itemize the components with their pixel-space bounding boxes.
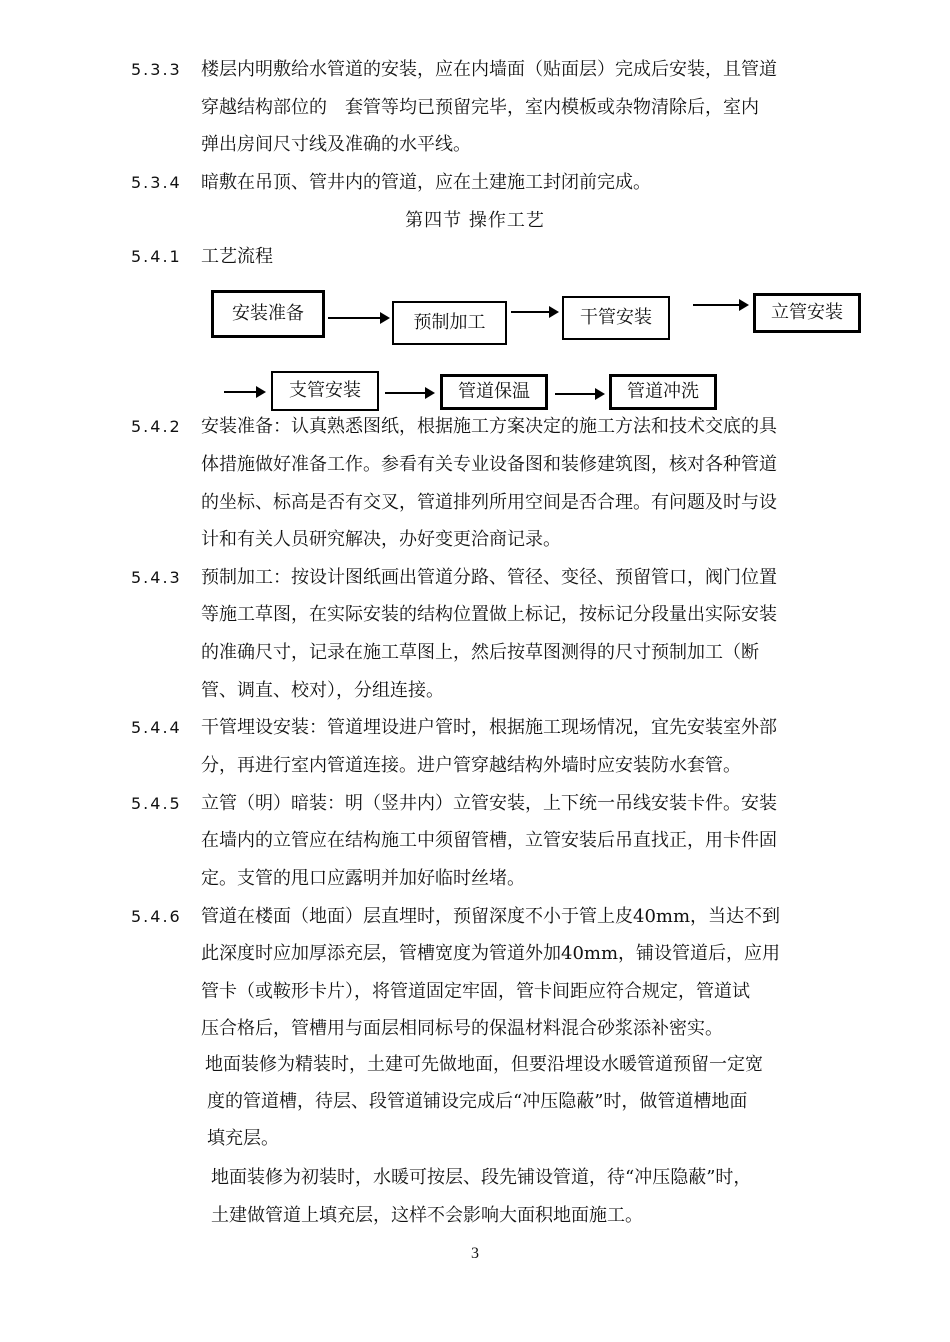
paragraph-line: 地面装修为精装时，土建可先做地面，但要沿埋设水暖管道预留一定宽 bbox=[205, 1054, 763, 1075]
paragraph-line: 地面装修为初装时，水暖可按层、段先铺设管道，待“冲压隐蔽”时， bbox=[211, 1167, 752, 1188]
paragraph-line: 度的管道槽，待层、段管道铺设完成后“冲压隐蔽”时，做管道槽地面 bbox=[207, 1091, 748, 1112]
flow-step-riser: 立管安装 bbox=[753, 293, 861, 333]
flow-step-main-pipe: 干管安装 bbox=[562, 296, 670, 340]
clause-number: 5.4.4 bbox=[131, 718, 182, 737]
clause-text-line: 楼层内明敷给水管道的安装，应在内墙面（贴面层）完成后安装，且管道 bbox=[201, 59, 777, 80]
clause-number: 5.4.6 bbox=[131, 907, 182, 926]
clause-number: 5.4.2 bbox=[131, 417, 182, 436]
flow-arrow bbox=[328, 317, 388, 319]
clause-text-line: 穿越结构部位的 套管等均已预留完毕，室内模板或杂物清除后，室内 bbox=[201, 97, 759, 118]
clause-number: 5.4.1 bbox=[131, 247, 182, 266]
page-number: 3 bbox=[471, 1245, 479, 1262]
flow-arrow bbox=[385, 392, 433, 394]
clause-text-line: 的坐标、标高是否有交叉，管道排列所用空间是否合理。有问题及时与设 bbox=[201, 492, 777, 513]
section-title: 第四节 操作工艺 bbox=[405, 210, 545, 231]
clause-text-line: 计和有关人员研究解决，办好变更洽商记录。 bbox=[201, 529, 561, 550]
flow-step-insulation: 管道保温 bbox=[440, 374, 548, 410]
clause-text-line: 压合格后，管槽用与面层相同标号的保温材料混合砂浆添补密实。 bbox=[201, 1018, 723, 1039]
flow-arrow bbox=[224, 391, 264, 393]
clause-text-line: 等施工草图，在实际安装的结构位置做上标记，按标记分段量出实际安装 bbox=[201, 604, 777, 625]
clause-number: 5.4.3 bbox=[131, 568, 182, 587]
flow-arrow bbox=[555, 393, 603, 395]
paragraph-line: 填充层。 bbox=[207, 1128, 279, 1149]
flow-step-preparation: 安装准备 bbox=[211, 290, 325, 338]
flow-step-branch-pipe: 支管安装 bbox=[271, 371, 379, 411]
clause-text-line: 分，再进行室内管道连接。进户管穿越结构外墙时应安装防水套管。 bbox=[201, 755, 741, 776]
clause-title: 工艺流程 bbox=[201, 246, 273, 267]
flow-arrow bbox=[693, 304, 747, 306]
clause-text-line: 管卡（或鞍形卡片），将管道固定牢固，管卡间距应符合规定，管道试 bbox=[201, 981, 750, 1002]
clause-text-line: 管道在楼面（地面）层直埋时，预留深度不小于管上皮40mm，当达不到 bbox=[201, 906, 781, 927]
flow-step-prefabrication: 预制加工 bbox=[392, 301, 507, 345]
clause-text-line: 在墙内的立管应在结构施工中须留管槽，立管安装后吊直找正，用卡件固 bbox=[201, 830, 777, 851]
clause-number: 5.4.5 bbox=[131, 794, 182, 813]
clause-text-line: 的准确尺寸，记录在施工草图上，然后按草图测得的尺寸预制加工（断 bbox=[201, 642, 759, 663]
clause-text-line: 体措施做好准备工作。参看有关专业设备图和装修建筑图，核对各种管道 bbox=[201, 454, 777, 475]
clause-text-line: 管、调直、校对），分组连接。 bbox=[201, 680, 444, 701]
flow-step-flushing: 管道冲洗 bbox=[609, 374, 717, 410]
clause-text-line: 预制加工：按设计图纸画出管道分路、管径、变径、预留管口，阀门位置 bbox=[201, 567, 777, 588]
flow-arrow bbox=[511, 311, 557, 313]
clause-text-line: 干管埋设安装：管道埋设进户管时，根据施工现场情况，宜先安装室外部 bbox=[201, 717, 777, 738]
clause-number: 5.3.3 bbox=[131, 60, 182, 79]
clause-text-line: 安装准备：认真熟悉图纸，根据施工方案决定的施工方法和技术交底的具 bbox=[201, 416, 777, 437]
clause-text-line: 暗敷在吊顶、管井内的管道，应在土建施工封闭前完成。 bbox=[201, 172, 651, 193]
clause-text-line: 弹出房间尺寸线及准确的水平线。 bbox=[201, 134, 471, 155]
clause-number: 5.3.4 bbox=[131, 173, 182, 192]
clause-text-line: 定。支管的甩口应露明并加好临时丝堵。 bbox=[201, 868, 525, 889]
clause-text-line: 此深度时应加厚添充层，管槽宽度为管道外加40mm，铺设管道后，应用 bbox=[201, 943, 781, 964]
paragraph-line: 土建做管道上填充层，这样不会影响大面积地面施工。 bbox=[211, 1205, 643, 1226]
clause-text-line: 立管（明）暗装：明（竖井内）立管安装，上下统一吊线安装卡件。安装 bbox=[201, 793, 777, 814]
